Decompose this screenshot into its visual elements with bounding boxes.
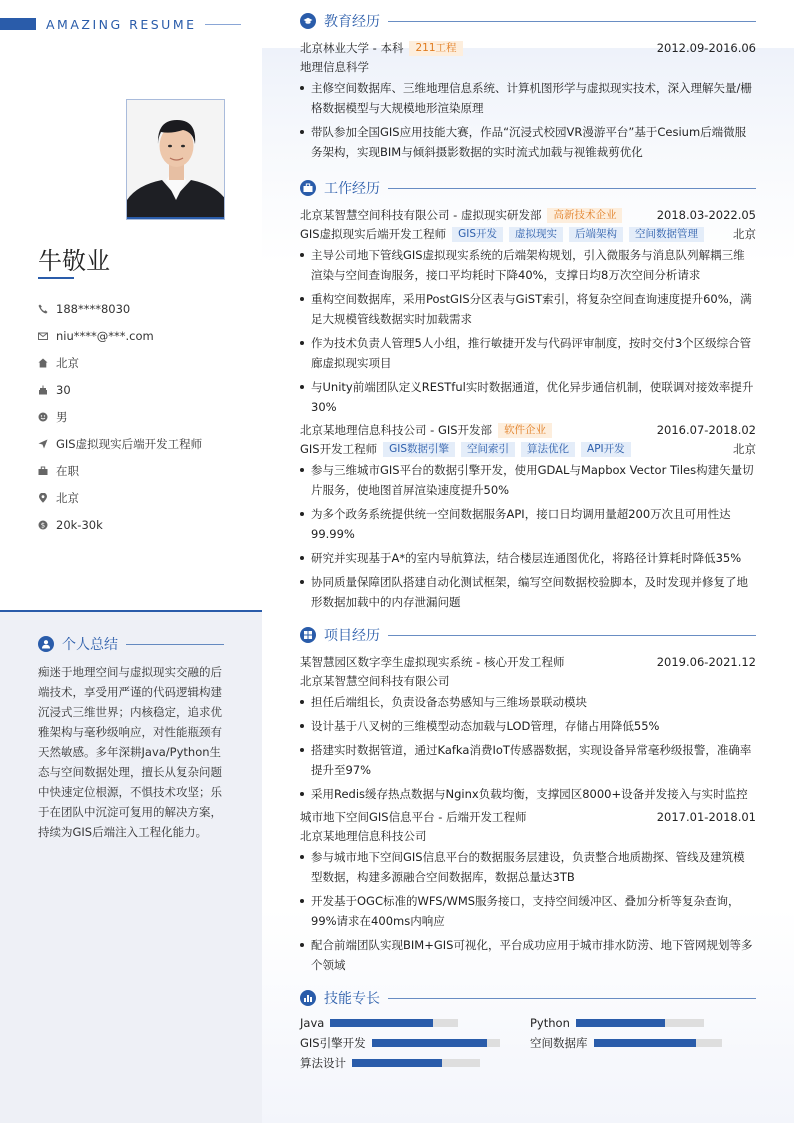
skills-section (300, 988, 756, 1072)
project-entry-head (300, 808, 756, 827)
list-item: 主修空间数据库、三维地理信息系统、计算机图形学与虚拟现实技术，深入理解矢量/栅格数据模型与大规模地形渲染原理 (300, 78, 756, 118)
contact-info (38, 295, 202, 538)
info-status (38, 457, 202, 484)
info-location-text: 北京 (56, 490, 79, 505)
skill-item (300, 1034, 530, 1052)
svg-text:$: $ (40, 521, 46, 530)
info-phone (38, 295, 202, 322)
list-item: 担任后端组长，负责设备态势感知与三维场景联动模块 (300, 692, 756, 712)
skill-tag: 算法优化 (521, 442, 575, 457)
project-date: 2019.06-2021.12 (656, 655, 756, 669)
list-item: 采用Redis缓存热点数据与Nginx负载均衡，支撑园区8000+设备并发接入与实时监控 (300, 784, 756, 804)
list-item: 搭建实时数据管道，通过Kafka消费IoT传感器数据，实现设备异常毫秒级报警，准确率提升至97% (300, 740, 756, 780)
school-tag: 211工程 (409, 41, 462, 56)
projects-title: 项目经历 (324, 628, 380, 644)
list-item: 为多个政务系统提供统一空间数据服务API，接口日均调用量超200万次且可用性达99.99% (300, 504, 756, 544)
education-bullets (300, 78, 756, 162)
education-entry-head (300, 39, 756, 58)
summary-title: 个人总结 (62, 637, 118, 653)
skill-name: 算法设计 (300, 1056, 346, 1070)
skill-bar-fill (352, 1059, 442, 1067)
brand-text: AMAZING RESUME (46, 16, 197, 32)
skill-item (300, 1014, 530, 1032)
project-entry-head (300, 653, 756, 672)
school-name: 北京林业大学 - 本科 (300, 41, 404, 55)
skill-bar (330, 1019, 458, 1027)
project-entry (300, 808, 756, 975)
projects-divider (388, 635, 756, 636)
work-title: 工作经历 (324, 181, 380, 197)
graduation-cap-icon (300, 13, 316, 29)
info-phone-text: 188****8030 (56, 301, 131, 316)
briefcase-icon (300, 180, 316, 196)
skill-item (530, 1034, 756, 1052)
send-icon (38, 439, 48, 449)
summary-header (38, 634, 224, 654)
info-residence-text: 北京 (56, 355, 79, 370)
list-item: 开发基于OGC标准的WFS/WMS服务接口，支持空间缓冲区、叠加分析等复杂查询，99%请求在400ms内响应 (300, 891, 756, 931)
project-name: 城市地下空间GIS信息平台 - 后端开发工程师 (300, 810, 527, 824)
list-item: 主导公司地下管线GIS虚拟现实系统的后端架构规划，引入微服务与消息队列解耦三维渲染与空间查询服务，接口平均耗时下降40%，支撑日均8万次空间分析请求 (300, 245, 756, 285)
profile-photo (126, 99, 225, 220)
education-date: 2012.09-2016.06 (656, 41, 756, 55)
info-target-role-text: GIS虚拟现实后端开发工程师 (56, 436, 203, 451)
skill-name: 空间数据库 (530, 1036, 588, 1050)
project-bullets (300, 692, 756, 804)
company-tag: 高新技术企业 (547, 208, 622, 223)
skill-tag: GIS开发 (452, 227, 503, 242)
education-entry (300, 39, 756, 162)
list-item: 重构空间数据库，采用PostGIS分区表与GiST索引，将复杂空间查询速度提升60%，满足大规模管线数据实时加载需求 (300, 289, 756, 329)
work-bullets (300, 245, 756, 417)
company-name: 北京某地理信息科技公司 - GIS开发部 (300, 423, 493, 437)
list-item: 作为技术负责人管理5人小组，推行敏捷开发与代码评审制度，按时交付3个区级综合管廊虚拟现实项目 (300, 333, 756, 373)
skills-grid (300, 1014, 756, 1072)
project-org: 北京某地理信息科技公司 (300, 829, 427, 843)
skill-bar (352, 1059, 480, 1067)
info-location (38, 484, 202, 511)
education-title: 教育经历 (324, 14, 380, 30)
info-residence (38, 349, 202, 376)
project-org: 北京某智慧空间科技有限公司 (300, 674, 450, 688)
cake-icon (38, 385, 48, 395)
info-salary-text: 20k-30k (56, 517, 103, 532)
project-org-row (300, 672, 756, 691)
skills-title: 技能专长 (324, 991, 380, 1007)
skill-bar (372, 1039, 500, 1047)
skill-bar (576, 1019, 704, 1027)
skill-bar (594, 1039, 722, 1047)
company-tag: 软件企业 (498, 423, 552, 438)
work-divider (388, 188, 756, 189)
work-date: 2018.03-2022.05 (656, 208, 756, 222)
work-entry (300, 206, 756, 417)
brand-bar (0, 18, 36, 30)
major-row (300, 58, 756, 77)
skill-tag: 空间索引 (461, 442, 515, 457)
skill-tag: 空间数据管理 (629, 227, 704, 242)
grid-icon (300, 627, 316, 643)
list-item: 参与城市地下空间GIS信息平台的数据服务层建设，负责整合地质勘探、管线及建筑模型数据，构建多源融合空间数据库，数据总量达3TB (300, 847, 756, 887)
skill-tag: 虚拟现实 (509, 227, 563, 242)
role-row (300, 440, 756, 459)
projects-section (300, 625, 756, 979)
work-header (300, 178, 756, 198)
education-header (300, 11, 756, 31)
candidate-name: 牛敬业 (38, 247, 110, 275)
role-row (300, 225, 756, 244)
info-status-text: 在职 (56, 463, 79, 478)
work-city: 北京 (733, 442, 756, 456)
list-item: 与Unity前端团队定义RESTful实时数据通道，优化异步通信机制，使联调对接效率提升30% (300, 377, 756, 417)
work-entry-head (300, 421, 756, 440)
list-item: 配合前端团队实现BIM+GIS可视化，平台成功应用于城市排水防涝、地下管网规划等多个领域 (300, 935, 756, 975)
skill-item (300, 1054, 530, 1072)
role-name: GIS开发工程师 (300, 442, 378, 456)
work-entry-head (300, 206, 756, 225)
skills-divider (388, 998, 756, 999)
smile-icon (38, 412, 48, 422)
skill-name: GIS引擎开发 (300, 1036, 366, 1050)
list-item: 研究并实现基于A*的室内导航算法，结合楼层连通图优化，将路径计算耗时降低35% (300, 548, 756, 568)
home-icon (38, 358, 48, 368)
work-city: 北京 (733, 227, 756, 241)
briefcase-icon (38, 466, 48, 476)
bar-chart-icon (300, 990, 316, 1006)
work-entry (300, 421, 756, 612)
info-age (38, 376, 202, 403)
list-item: 参与三维城市GIS平台的数据引擎开发，使用GDAL与Mapbox Vector Tiles构建矢量切片服务，使地图首屏渲染速度提升50% (300, 460, 756, 500)
location-pin-icon (38, 493, 48, 503)
skill-bar-fill (594, 1039, 696, 1047)
company-name: 北京某智慧空间科技有限公司 - 虚拟现实研发部 (300, 208, 542, 222)
info-salary (38, 511, 202, 538)
skills-header (300, 988, 756, 1008)
brand-line (205, 24, 241, 25)
skill-tag: 后端架构 (569, 227, 623, 242)
list-item: 设计基于八叉树的三维模型动态加载与LOD管理，存储占用降低55% (300, 716, 756, 736)
skill-item (530, 1014, 756, 1032)
skill-tag: GIS数据引擎 (383, 442, 455, 457)
phone-icon (38, 304, 48, 314)
project-bullets (300, 847, 756, 975)
role-name: GIS虚拟现实后端开发工程师 (300, 227, 447, 241)
user-icon (38, 636, 54, 652)
info-target-role (38, 430, 202, 457)
info-age-text: 30 (56, 382, 71, 397)
info-gender-text: 男 (56, 409, 68, 424)
info-email (38, 322, 202, 349)
mail-icon (38, 331, 48, 341)
summary-text: 痴迷于地理空间与虚拟现实交融的后端技术，享受用严谨的代码逻辑构建沉浸式三维世界；内核稳定，追求优雅架构与毫秒级响应，对性能瓶颈有天然敏感。多年深耕Java/Python生态与空间数据处理，擅长从复杂问题中快速定位根源，不惧技术攻坚；乐于在团队中沉淀可复用的解决方案，持续为GIS后端注入工程化能力。 (38, 665, 222, 839)
money-icon (38, 520, 48, 530)
skill-bar-fill (330, 1019, 432, 1027)
project-date: 2017.01-2018.01 (656, 810, 756, 824)
work-date: 2016.07-2018.02 (656, 423, 756, 437)
project-entry (300, 653, 756, 804)
brand-header (0, 17, 241, 31)
info-gender (38, 403, 202, 430)
education-divider (388, 21, 756, 22)
list-item: 带队参加全国GIS应用技能大赛，作品“沉浸式校园VR漫游平台”基于Cesium后端微服务架构，实现BIM与倾斜摄影数据的实时流式加载与视锥裁剪优化 (300, 122, 756, 162)
summary-divider (126, 644, 224, 645)
skill-name: Java (300, 1016, 325, 1030)
name-underline (38, 277, 74, 279)
projects-header (300, 625, 756, 645)
project-name: 某智慧园区数字孪生虚拟现实系统 - 核心开发工程师 (300, 655, 565, 669)
list-item: 协同质量保障团队搭建自动化测试框架，编写空间数据校验脚本，及时发现并修复了地形数据加载中的内存泄漏问题 (300, 572, 756, 612)
major-name: 地理信息科学 (300, 60, 369, 74)
skill-name: Python (530, 1016, 570, 1030)
work-bullets (300, 460, 756, 612)
info-email-text: niu****@***.com (56, 328, 154, 343)
work-section (300, 178, 756, 616)
skill-bar-fill (576, 1019, 666, 1027)
skill-tag: API开发 (581, 442, 631, 457)
project-org-row (300, 827, 756, 846)
skill-bar-fill (372, 1039, 487, 1047)
education-section (300, 11, 756, 166)
